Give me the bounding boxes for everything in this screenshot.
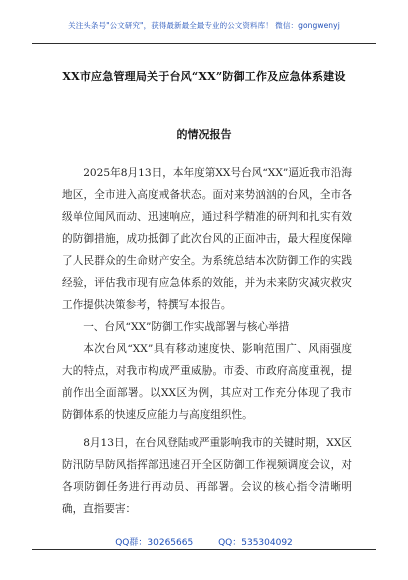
section-heading-1: 一、台风“XX”防御工作实战部署与核心举措 bbox=[83, 321, 290, 333]
footer-qq-contact: QQ：535304092 bbox=[218, 538, 293, 548]
document-title-line-2: 的情况报告 bbox=[176, 128, 232, 141]
paragraph-command-meeting: 8月13日，在台风登陆或严重影响我市的关键时期，XX区防汛防旱防风指挥部迅速召开全区防御工作视频调度会议，对各项防御任务进行再动员、再部署。会议的核心指令清晰明确，直指要害： bbox=[62, 437, 352, 515]
page-footer bbox=[0, 535, 408, 548]
page-header-banner: 关注头条号"公文研究"，获得最新最全最专业的公文资料库！ 微信：gongwenyj bbox=[68, 21, 340, 30]
footer-divider bbox=[32, 549, 376, 550]
document-title-line-1: XX市应急管理局关于台风“XX”防御工作及应急体系建设 bbox=[62, 70, 346, 83]
paragraph-typhoon-features: 本次台风“XX”具有移动速度快、影响范围广、风雨强度大的特点，对我市构成严重威胁。市委、市政府高度重视，提前作出全面部署。以XX区为例，其应对工作充分体现了我市防御体系的快速反应能力与高度组织性。 bbox=[62, 343, 352, 421]
paragraph-intro: 2025年8月13日，本年度第XX号台风“XX”逼近我市沿海地区，全市进入高度戒备状态。面对来势汹汹的台风，全市各级单位闻风而动、迅速响应，通过科学精准的研判和扎实有效的防御措施，成功抵御了此次台风的正面冲击，最大程度保障了人民群众的生命财产安全。为系统总结本次防御工作的实践经验，评估我市现有应急体系的效能，并为未来防灾减灾救灾工作提供决策参考，特撰写本报告。 bbox=[62, 167, 352, 311]
header-divider bbox=[32, 43, 376, 44]
footer-qq-group: QQ群：30265665 bbox=[115, 538, 194, 548]
document-body bbox=[62, 162, 352, 520]
